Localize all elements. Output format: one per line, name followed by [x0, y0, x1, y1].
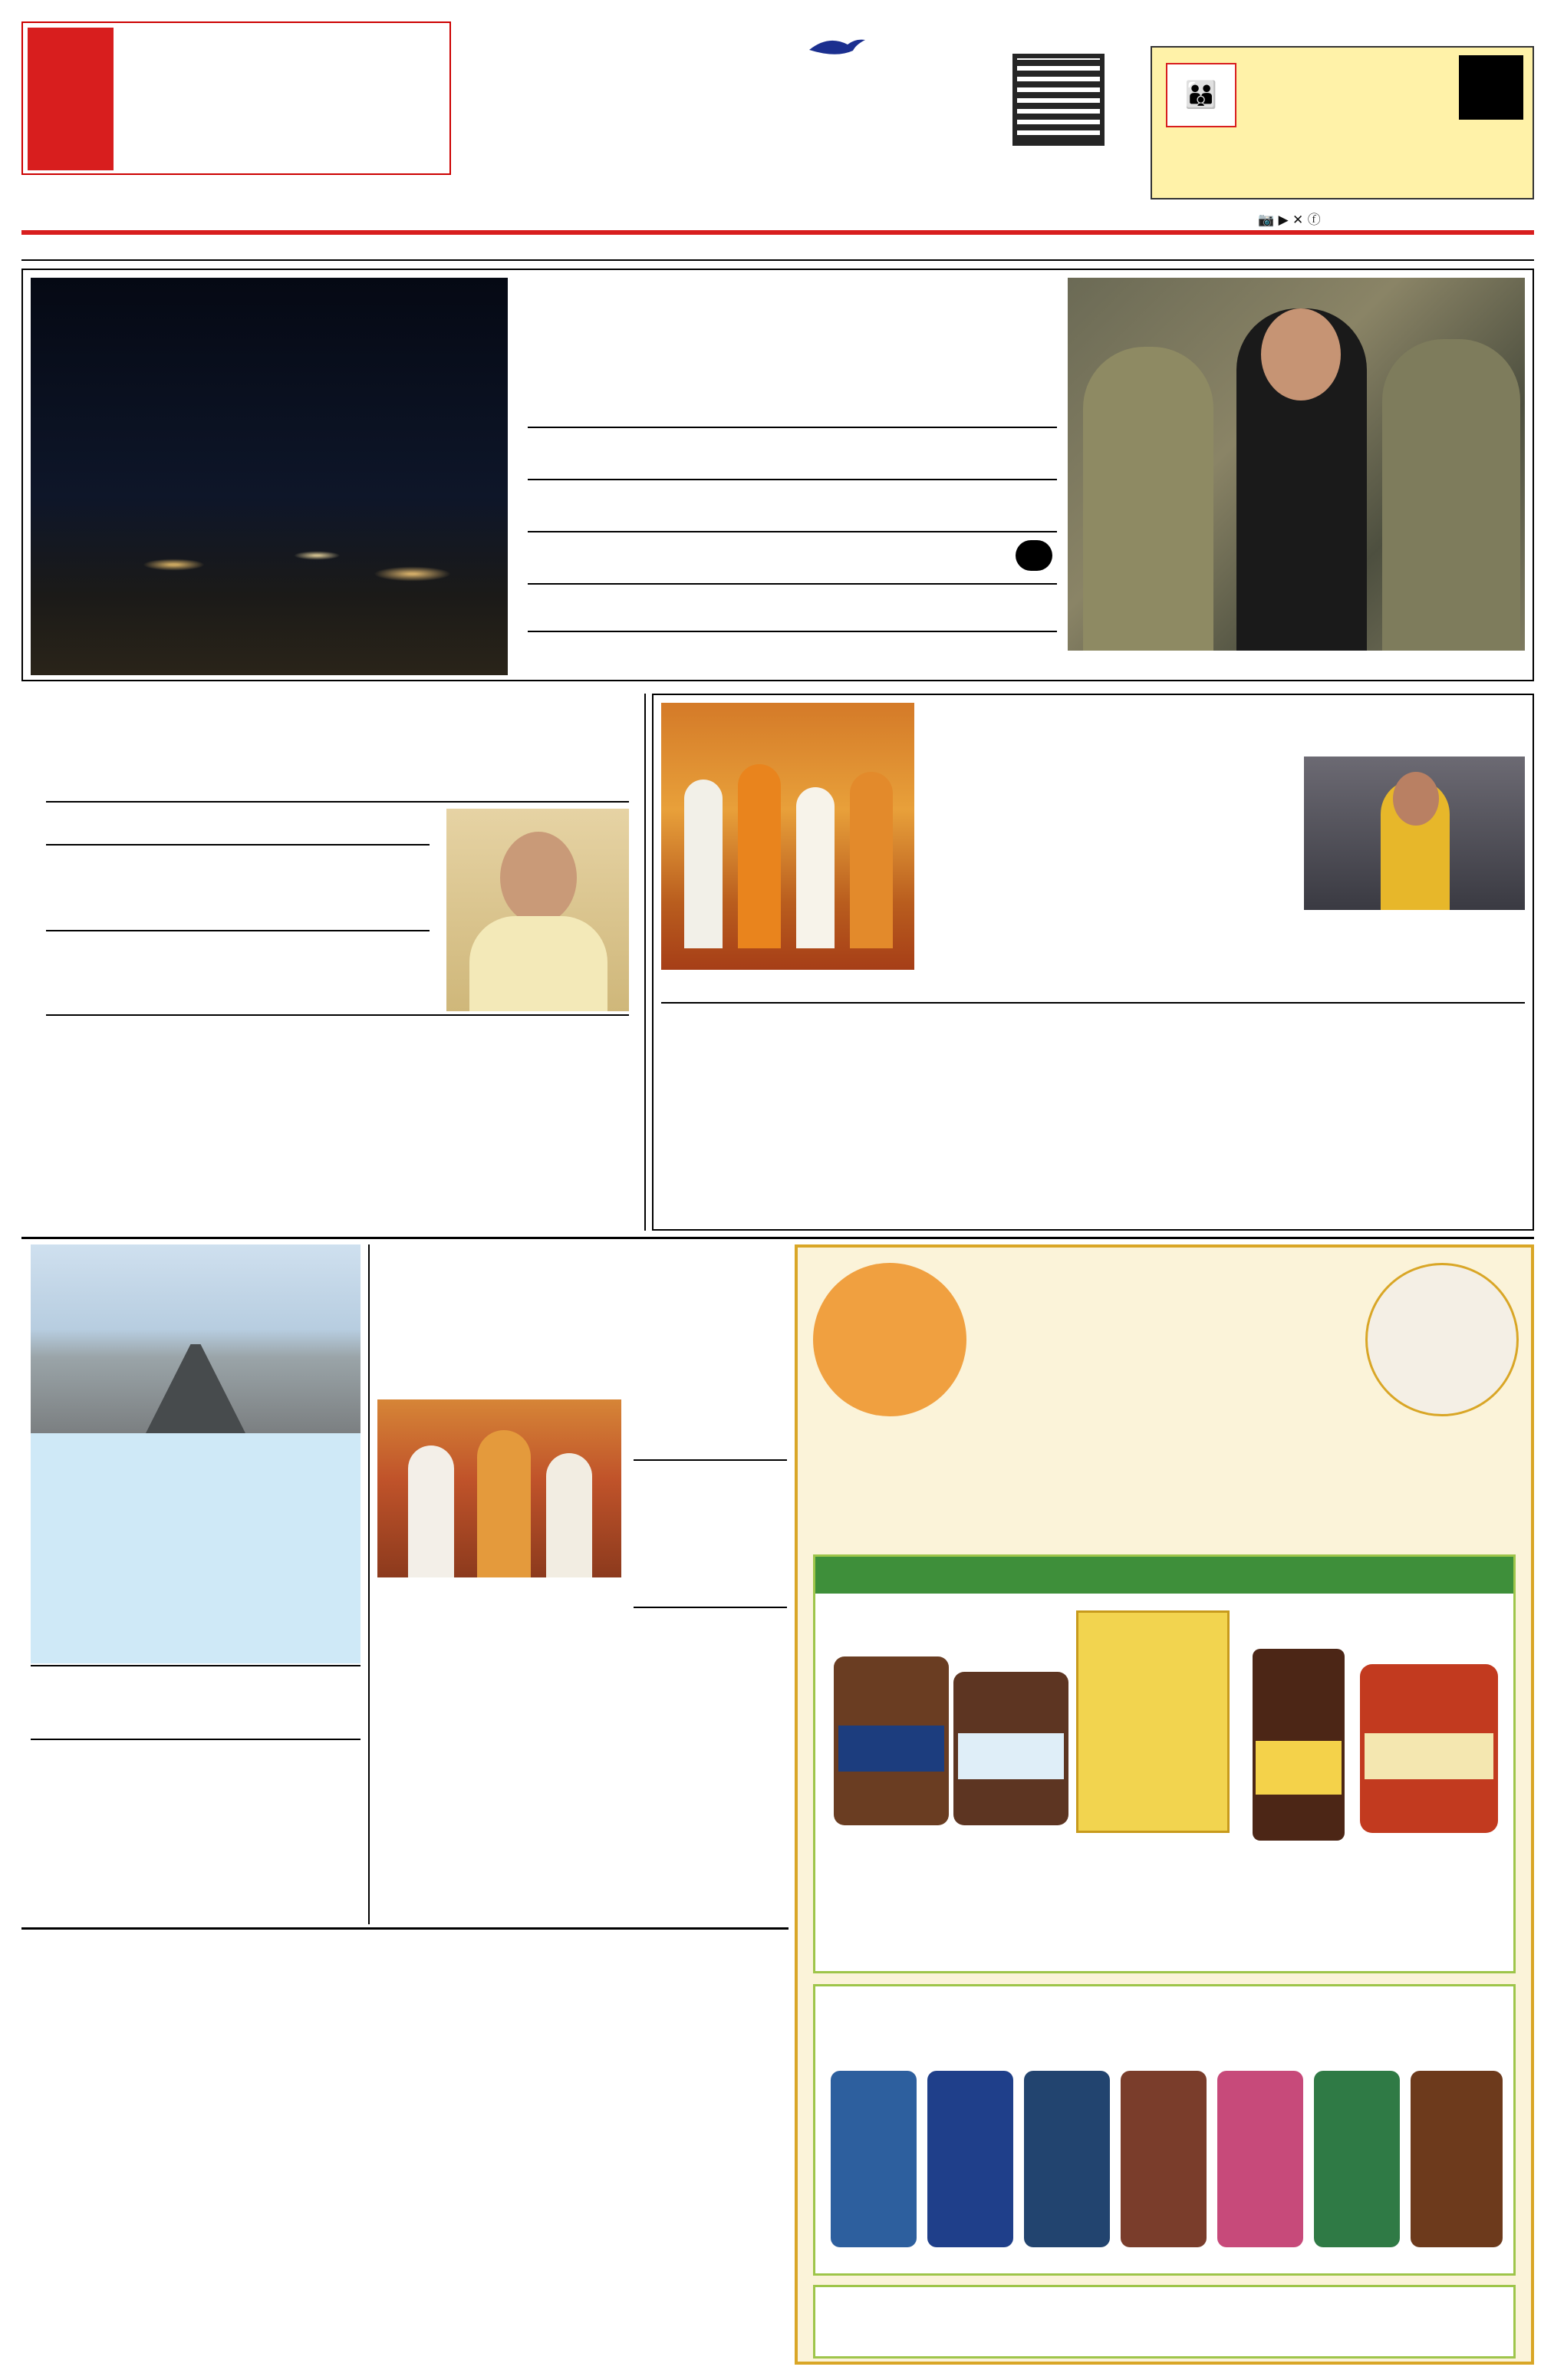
patanjali-section-1 [813, 1554, 1516, 1973]
caracas-night-photo [31, 278, 508, 675]
rule [46, 1014, 629, 1016]
qr-code[interactable] [1012, 54, 1105, 146]
newspaper-title [460, 31, 1012, 192]
speaker-photo [1304, 757, 1525, 910]
rule [31, 1739, 361, 1740]
rule [46, 930, 430, 931]
column-divider [644, 694, 646, 1231]
kapil-years-badge [1459, 55, 1523, 120]
masthead-divider [21, 230, 1534, 235]
nutrela-jar [1217, 2071, 1303, 2247]
telugu-body [661, 1010, 1525, 1209]
nutrela-jar [1121, 2071, 1207, 2247]
rule [528, 479, 1057, 480]
city-lights [31, 500, 508, 592]
figure [477, 1430, 531, 1577]
runway [146, 1344, 245, 1433]
figure [738, 764, 781, 948]
nutrela-jar [1024, 2071, 1110, 2247]
soldier-figure-right [1382, 339, 1520, 651]
masthead-bottom-rule [21, 259, 1534, 261]
figure [684, 780, 723, 948]
figure [408, 1445, 454, 1577]
soldier-figure-left [1083, 347, 1213, 651]
airport-photo-caption-bar [31, 1433, 361, 1663]
swasari-vati-jar [953, 1672, 1068, 1825]
anjanna-body [377, 1617, 621, 1909]
section-divider [21, 1237, 1534, 1239]
swasari-avleh-jar [1360, 1664, 1498, 1833]
figure [546, 1453, 592, 1577]
swasari-pravahi-bottle [1253, 1649, 1345, 1841]
kapil-chits-ad[interactable] [1151, 46, 1534, 199]
haibi-logo [28, 28, 114, 170]
balkrishna-photo [1365, 1263, 1519, 1416]
rule [528, 631, 1057, 632]
dove-icon [805, 31, 867, 61]
nutrela-jar [831, 2071, 917, 2247]
nutrela-jar [1314, 2071, 1400, 2247]
social-icons[interactable]: 📷 ▶ ✕ ⓕ [1258, 213, 1321, 228]
maduro-photo [1068, 278, 1525, 651]
cm-face [500, 832, 577, 924]
telugu-sabha-photo [661, 703, 914, 970]
patanjali-section-2 [813, 1984, 1516, 2276]
rule [528, 427, 1057, 428]
chandrababu-photo [446, 809, 629, 1011]
cm-shirt [469, 916, 607, 1011]
nutrela-jar [1411, 2071, 1503, 2247]
rule [528, 583, 1057, 585]
lead-page-ref[interactable] [1016, 540, 1052, 571]
rule [46, 801, 629, 803]
invest-body-left [31, 1022, 330, 1225]
kapil-logo: 👪 [1166, 63, 1236, 127]
masthead-left-box [21, 21, 451, 175]
nutrela-jar [927, 2071, 1013, 2247]
maduro-face [1261, 308, 1341, 401]
airport-photo [31, 1244, 361, 1433]
rule [528, 531, 1057, 532]
invest-body-right [337, 1022, 637, 1206]
airport-body [31, 1778, 361, 1917]
rule [46, 844, 430, 846]
rule [634, 1607, 787, 1608]
patanjali-section-1-title [815, 1557, 1513, 1594]
figure [850, 772, 893, 948]
ramdev-photo [813, 1263, 966, 1416]
rule [31, 1665, 361, 1666]
rule [661, 1002, 1525, 1004]
rule [634, 1459, 787, 1461]
patanjali-section-3 [813, 2285, 1516, 2359]
swasari-gold-box [1076, 1610, 1230, 1833]
pawan-temple-photo [377, 1399, 621, 1577]
bronchom-jar [834, 1656, 949, 1825]
section-divider [21, 1927, 789, 1930]
column-divider [368, 1244, 370, 1924]
patanjali-ad[interactable] [795, 1244, 1534, 2365]
speaker-face [1393, 772, 1439, 826]
figure [796, 787, 835, 948]
